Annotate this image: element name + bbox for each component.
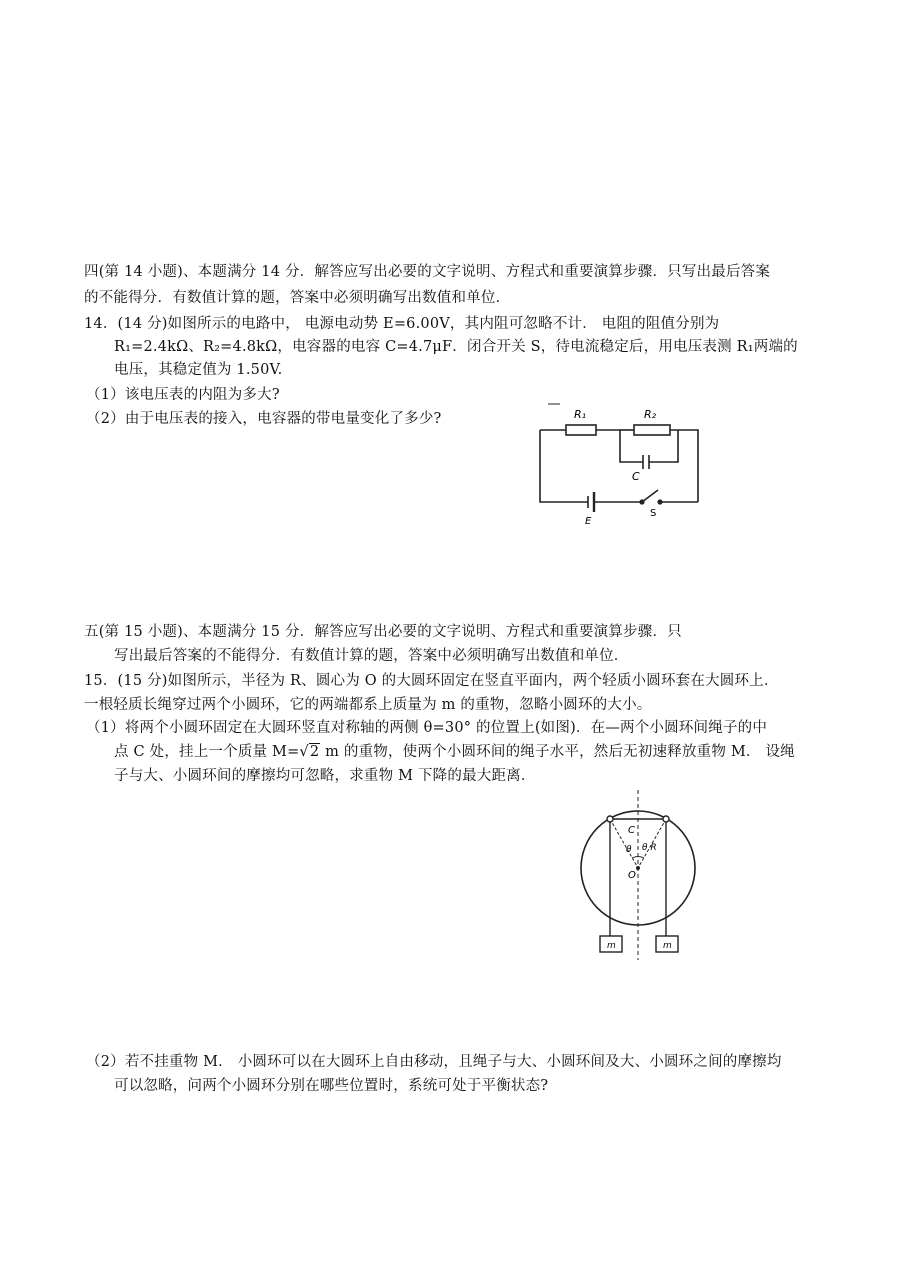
q15-sub1-line1: （1）将两个小圆环固定在大圆环竖直对称轴的两侧 θ=30° 的位置上(如图)．在—两个小圆环间绳子的中 — [86, 720, 768, 736]
label-theta-r: θ R — [642, 843, 657, 853]
q14-sub2: （2）由于电压表的接入，电容器的带电量变化了多少? — [86, 411, 442, 427]
q15-line2: 一根轻质长绳穿过两个小圆环，它的两端都系上质量为 m 的重物，忽略小圆环的大小。 — [84, 697, 652, 713]
label-mass-left: m — [607, 941, 616, 951]
label-s: S — [650, 508, 657, 519]
section4-header-line1: 四(第 14 小题)、本题满分 14 分．解答应写出必要的文字说明、方程式和重要演算步骤．只写出最后答案 — [84, 264, 771, 280]
q15-sub1-line2-part-a: 点 C 处，挂上一个质量 M= — [114, 744, 300, 760]
section5-header-line2: 写出最后答案的不能得分．有数值计算的题，答案中必须明确写出数值和单位． — [114, 648, 629, 664]
q15-sub2-line2: 可以忽略，问两个小圆环分别在哪些位置时，系统可处于平衡状态? — [114, 1078, 549, 1094]
label-mass-right: m — [663, 941, 672, 951]
q15-sub2-line1: （2）若不挂重物 M． 小圆环可以在大圆环上自由移动，且绳子与大、小圆环间及大、小圆环之间的摩擦均 — [86, 1054, 782, 1070]
q14-line1: 14．(14 分)如图所示的电路中， 电源电动势 E=6.00V，其内阻可忽略不计． 电阻的阻值分别为 — [84, 316, 720, 332]
label-r2: R₂ — [644, 408, 657, 421]
sqrt-symbol: √2 — [299, 744, 320, 760]
label-r1: R₁ — [574, 408, 587, 421]
q15-line1: 15．(15 分)如图所示，半径为 R、圆心为 O 的大圆环固定在竖直平面内，两个轻质小圆环套在大圆环上． — [84, 673, 779, 689]
section4-header-line2: 的不能得分．有数值计算的题，答案中必须明确写出数值和单位． — [84, 290, 511, 306]
sqrt-radicand: 2 — [309, 744, 320, 760]
q15-sub1-line3: 子与大、小圆环间的摩擦均可忽略，求重物 M 下降的最大距离． — [114, 768, 536, 784]
q14-line2: R₁=2.4kΩ、R₂=4.8kΩ，电容器的电容 C=4.7μF．闭合开关 S，待电流稳定后，用电压表测 R₁两端的 — [114, 339, 798, 355]
label-o: O — [628, 870, 636, 881]
label-e: E — [585, 516, 592, 527]
q15-sub1-line2-part-b: m 的重物，使两个小圆环间的绳子水平，然后无初速释放重物 M． 设绳 — [320, 744, 795, 760]
label-c: C — [632, 470, 640, 483]
q14-line3: 电压，其稳定值为 1.50V. — [114, 362, 283, 378]
label-c-point: C — [628, 825, 635, 836]
ring-diagram — [576, 786, 702, 962]
section5-header-line1: 五(第 15 小题)、本题满分 15 分．解答应写出必要的文字说明、方程式和重要演算步骤．只 — [84, 624, 682, 640]
q15-sub1-line2 — [114, 742, 795, 762]
circuit-diagram — [530, 398, 715, 533]
label-theta: θ — [626, 845, 632, 855]
q14-sub1: （1）该电压表的内阻为多大? — [86, 387, 280, 403]
